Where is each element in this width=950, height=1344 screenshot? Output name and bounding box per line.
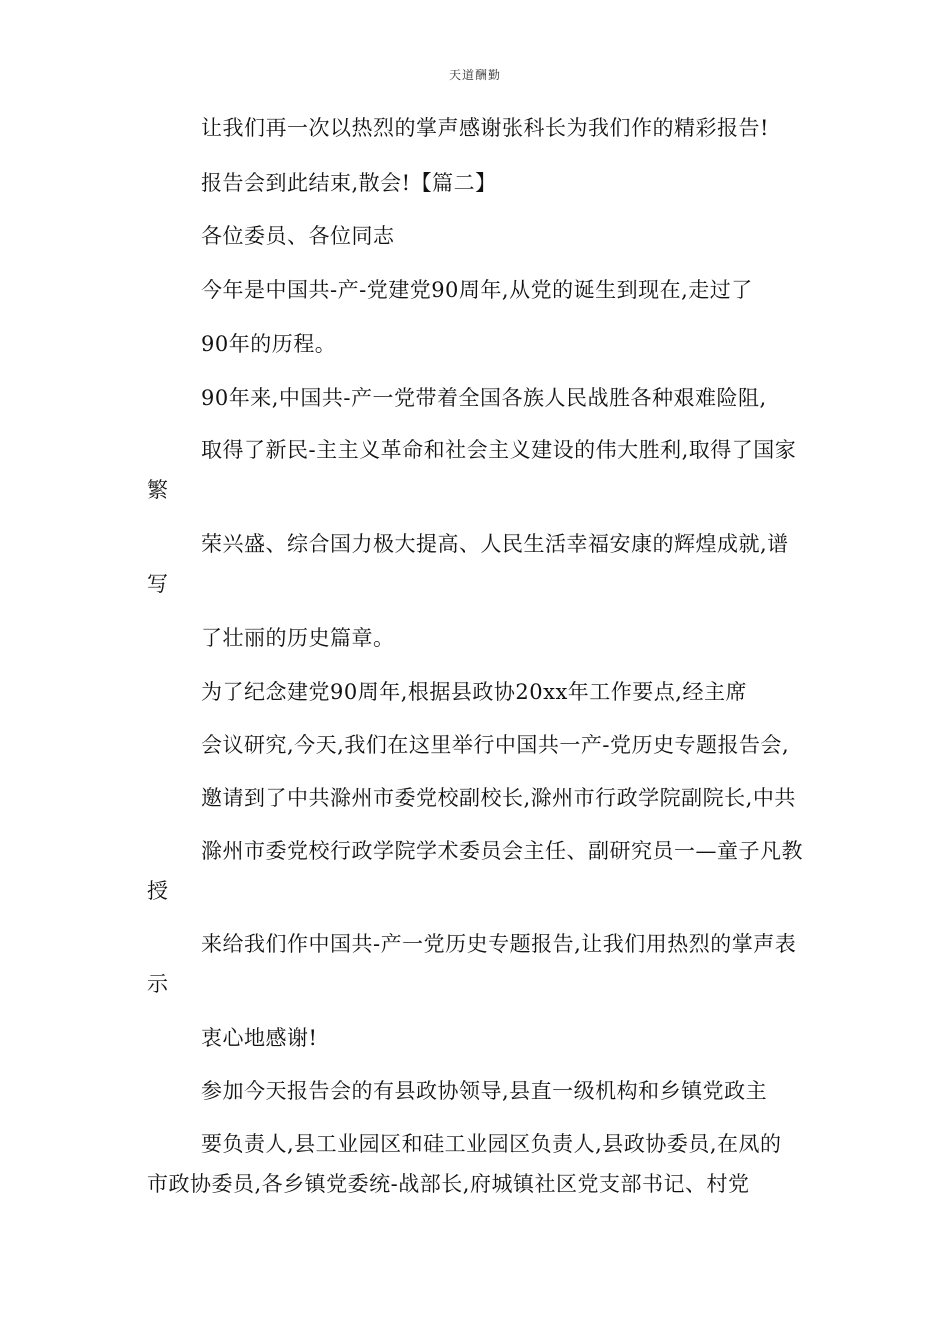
paragraph-line: 衷心地感谢! [201,1026,318,1050]
page-header: 天道酬勤 [448,68,501,82]
paragraph-line: 写 [147,572,169,596]
paragraph-line: 90年来,中国共-产一党带着全国各族人民战胜各种艰难险阻, [201,386,767,410]
paragraph-line: 各位委员、各位同志 [201,224,395,248]
paragraph-line: 荣兴盛、综合国力极大提高、人民生活幸福安康的辉煌成就,谱 [201,532,789,556]
paragraph-line: 了壮丽的历史篇章。 [201,626,395,650]
paragraph-line: 繁 [147,478,169,502]
paragraph-line: 90年的历程。 [201,332,337,356]
paragraph-line: 授 [147,879,169,903]
paragraph-line: 滁州市委党校行政学院学术委员会主任、副研究员一—童子凡教 [201,839,803,863]
paragraph-line: 邀请到了中共滁州市委党校副校长,滁州市行政学院副院长,中共 [201,786,796,810]
paragraph-line: 报告会到此结束,散会!【篇二】 [201,171,497,195]
paragraph-line: 会议研究,今天,我们在这里举行中国共一产-党历史专题报告会, [201,733,790,757]
paragraph-line: 示 [147,972,169,996]
paragraph-line: 市政协委员,各乡镇党委统-战部长,府城镇社区党支部书记、村党 [147,1172,750,1196]
paragraph-line: 来给我们作中国共-产一党历史专题报告,让我们用热烈的掌声表 [201,932,797,956]
paragraph-line: 今年是中国共-产-党建党90周年,从党的诞生到现在,走过了 [201,278,753,302]
paragraph-line: 要负责人,县工业园区和硅工业园区负责人,县政协委员,在凤的 [201,1132,782,1156]
paragraph-line: 参加今天报告会的有县政协领导,县直一级机构和乡镇党政主 [201,1079,768,1103]
paragraph-line: 让我们再一次以热烈的掌声感谢张科长为我们作的精彩报告! [201,116,769,140]
paragraph-line: 取得了新民-主主义革命和社会主义建设的伟大胜利,取得了国家 [201,438,797,462]
paragraph-line: 为了纪念建党90周年,根据县政协20xx年工作要点,经主席 [201,680,747,704]
